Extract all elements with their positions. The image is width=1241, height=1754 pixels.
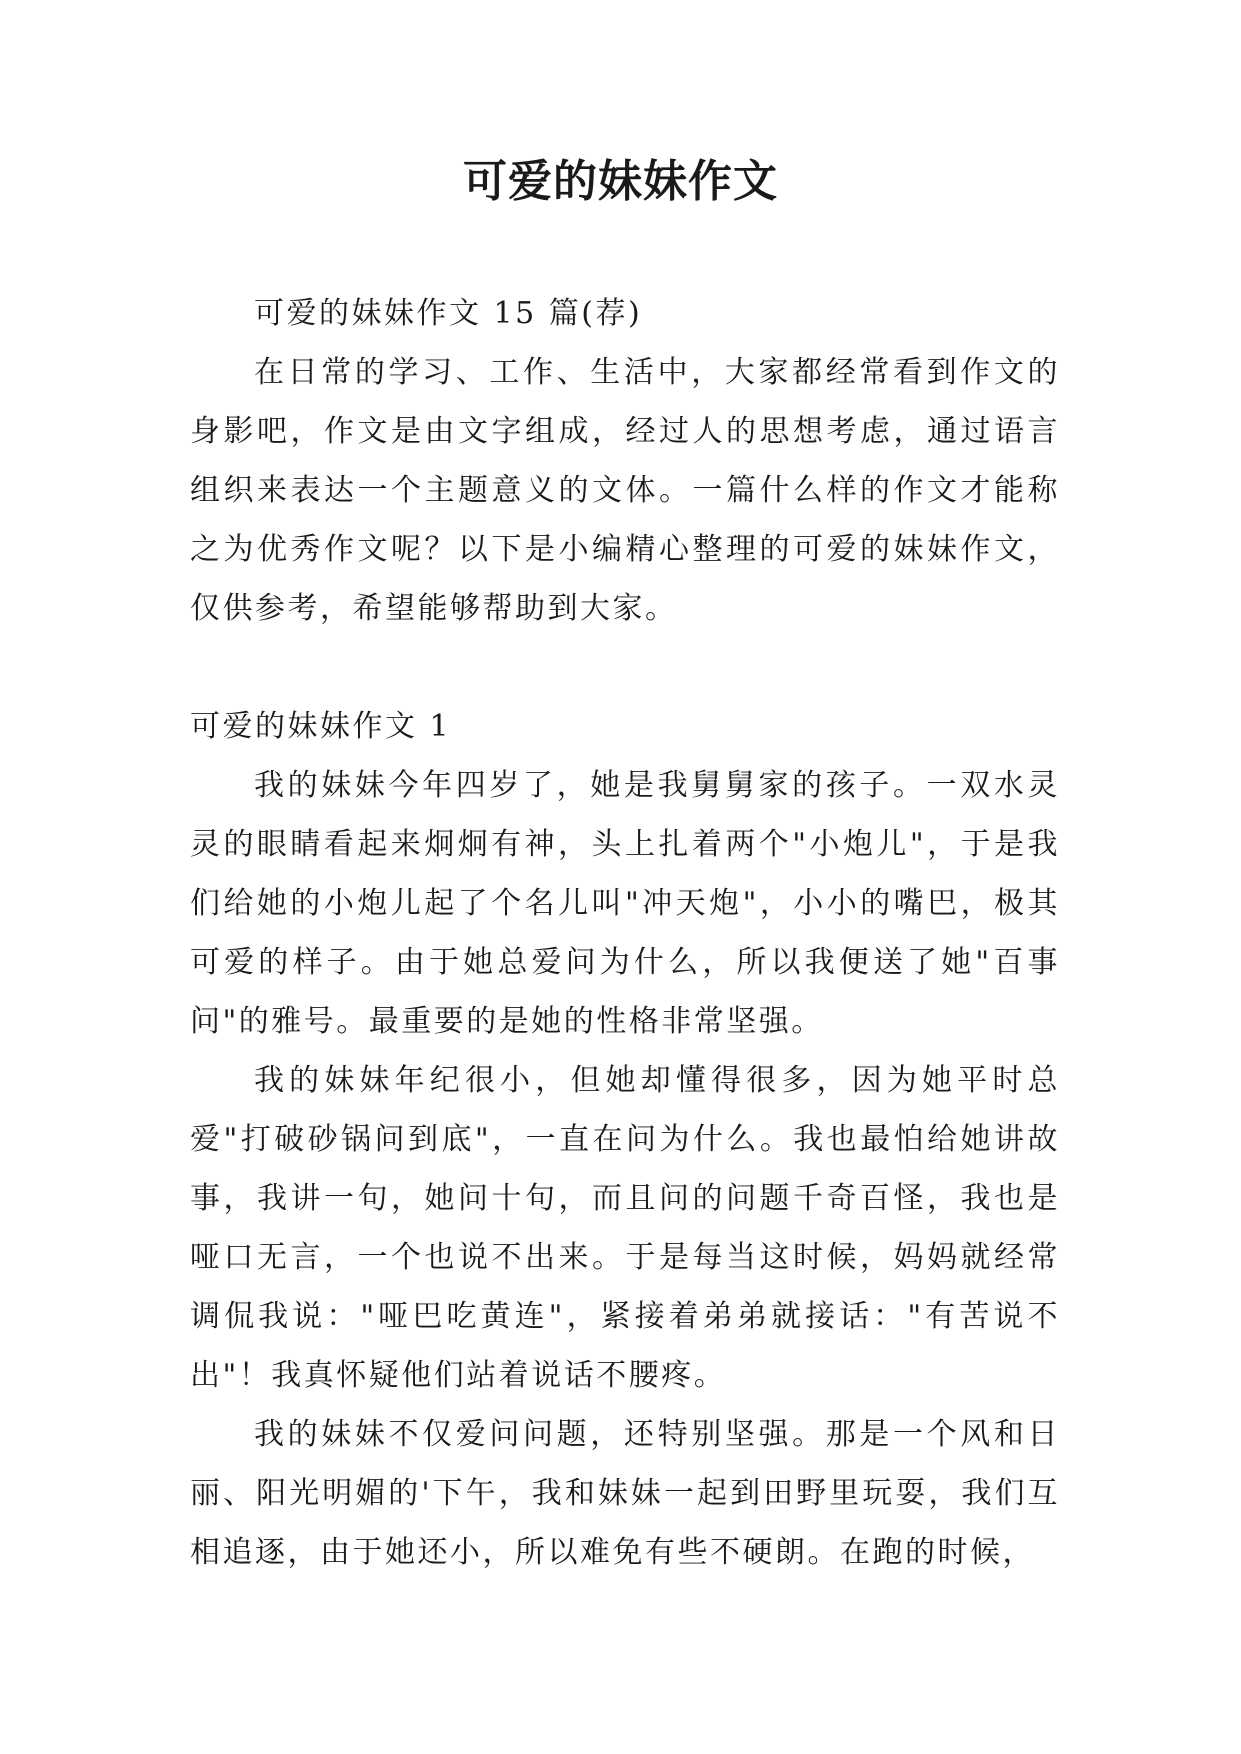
intro-paragraph: 在日常的学习、工作、生活中，大家都经常看到作文的身影吧，作文是由文字组成，经过人的思想考虑，通过语言组织来表达一个主题意义的文体。一篇什么样的作文才能称之为优秀作文呢？以下是小编精心整理的可爱的妹妹作文，仅供参考，希望能够帮助到大家。 xyxy=(190,355,1060,626)
body-paragraph: 我的妹妹年纪很小，但她却懂得很多，因为她平时总爱"打破砂锅问到底"，一直在问为什么。我也最怕给她讲故事，我讲一句，她问十句，而且问的问题千奇百怪，我也是哑口无言，一个也说不出来。于是每当这时候，妈妈就经常调侃我说："哑巴吃黄连"，紧接着弟弟就接话："有苦说不出"！我真怀疑他们站着说话不腰疼。 xyxy=(190,1063,1060,1393)
section-heading: 可爱的妹妹作文 1 xyxy=(190,709,452,744)
body-paragraph: 我的妹妹不仅爱问问题，还特别坚强。那是一个风和日丽、阳光明媚的'下午，我和妹妹一起到田野里玩耍，我们互相追逐，由于她还小，所以难免有些不硬朗。在跑的时候， xyxy=(190,1417,1060,1570)
document-subtitle: 可爱的妹妹作文 15 篇(荐) xyxy=(254,296,643,331)
document-body xyxy=(190,284,1060,1582)
body-paragraph: 我的妹妹今年四岁了，她是我舅舅家的孩子。一双水灵灵的眼睛看起来炯炯有神，头上扎着两个"小炮儿"，于是我们给她的小炮儿起了个名儿叫"冲天炮"，小小的嘴巴，极其可爱的样子。由于她总爱问为什么，所以我便送了她"百事问"的雅号。最重要的是她的性格非常坚强。 xyxy=(190,768,1060,1039)
document-title: 可爱的妹妹作文 xyxy=(463,156,778,207)
